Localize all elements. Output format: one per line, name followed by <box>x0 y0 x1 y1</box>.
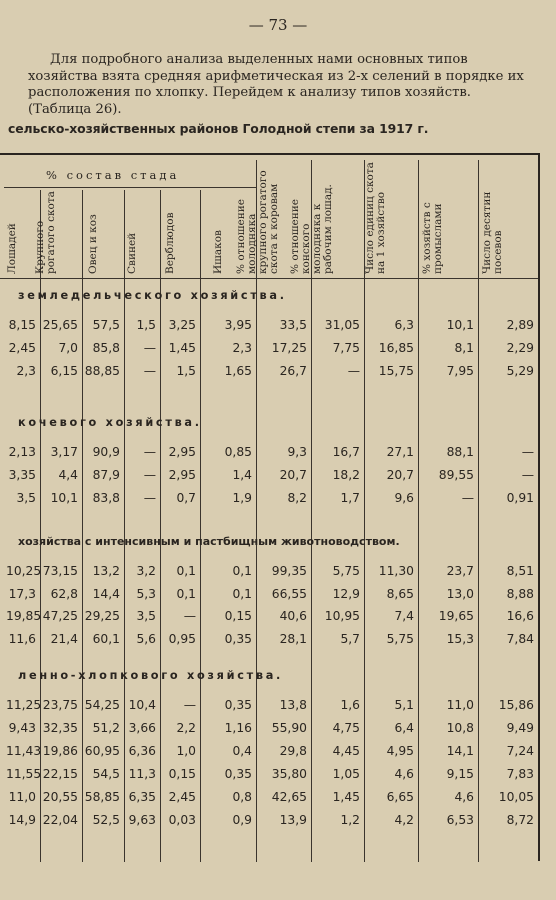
table-cell: 15,86 <box>498 698 534 712</box>
intro-paragraph <box>28 52 528 118</box>
table-cell: — <box>143 445 156 459</box>
table-cell: — <box>143 364 156 378</box>
table-cell: 89,55 <box>438 468 474 482</box>
table-cell: 9,43 <box>8 721 36 735</box>
table-cell: 1,05 <box>332 767 360 781</box>
table-cell: 10,4 <box>128 698 156 712</box>
header-bottom-rule <box>0 278 538 279</box>
table-cell: 35,80 <box>271 767 307 781</box>
table-cell: — <box>347 364 360 378</box>
table-cell: 10,1 <box>446 318 474 332</box>
table-cell: 7,83 <box>506 767 534 781</box>
table-cell: 6,36 <box>128 744 156 758</box>
column-header <box>161 190 191 274</box>
table-cell: 2,45 <box>168 790 196 804</box>
table-cell: 13,8 <box>279 698 307 712</box>
table-cell: 10,8 <box>446 721 474 735</box>
table-cell: 51,2 <box>92 721 120 735</box>
table-cell: 9,63 <box>128 813 156 827</box>
table-cell: 4,4 <box>58 468 78 482</box>
section-title: земледельческого хозяйства. <box>18 289 287 302</box>
table-cell: 5,75 <box>332 564 360 578</box>
table-cell: 2,89 <box>506 318 534 332</box>
table-cell: 10,05 <box>498 790 534 804</box>
table-cell: 15,75 <box>378 364 414 378</box>
table-cell: 25,65 <box>42 318 78 332</box>
group-header-rule <box>4 187 256 188</box>
table-cell: 14,4 <box>92 586 120 601</box>
table-cell: 16,6 <box>506 609 534 623</box>
table-cell: 8,65 <box>386 586 414 601</box>
column-header-text: Число десятин посевов <box>481 191 504 274</box>
table-title: сельско-хозяйственных районов Голодной степи за 1917 г. <box>8 121 429 136</box>
table-cell: 4,6 <box>454 790 474 804</box>
table-cell: 0,35 <box>224 631 252 646</box>
table-cell: 7,24 <box>506 744 534 758</box>
table-cell: 8,2 <box>287 491 307 505</box>
table-cell: 20,7 <box>386 468 414 482</box>
table-cell: 5,7 <box>340 631 360 646</box>
table-cell: 3,2 <box>136 564 156 578</box>
table-cell: 19,85 <box>6 609 42 623</box>
table-cell: 2,95 <box>168 445 196 459</box>
table-cell: 11,0 <box>446 698 474 712</box>
column-header-text: % хозяйств с промыслами <box>421 202 444 274</box>
table-cell: 7,75 <box>332 341 360 355</box>
table-cell: 22,15 <box>42 767 78 781</box>
column-header <box>34 190 72 274</box>
table-cell: 7,0 <box>58 341 78 355</box>
table-cell: 22,04 <box>42 813 78 827</box>
table-cell: 9,49 <box>506 721 534 735</box>
table-cell: 6,65 <box>386 790 414 804</box>
table-cell: 6,35 <box>128 790 156 804</box>
column-header-text: Верблюдов <box>164 212 176 274</box>
table-cell: 62,8 <box>50 586 78 601</box>
table-cell: — <box>143 468 156 482</box>
table-cell: 13,0 <box>446 586 474 601</box>
column-separator <box>478 160 479 862</box>
table-cell: 66,55 <box>271 586 307 601</box>
table-cell: 0,95 <box>168 631 196 646</box>
table-cell: 18,2 <box>332 468 360 482</box>
table-cell: 5,6 <box>136 631 156 646</box>
column-header-text: Число единиц скота на 1 хозяйство <box>364 162 387 274</box>
table-right-rule <box>538 153 540 861</box>
table-cell: 1,2 <box>340 813 360 827</box>
column-header-text: Свиней <box>126 232 138 274</box>
table-cell: 33,5 <box>279 318 307 332</box>
table-cell: — <box>143 491 156 505</box>
table-cell: 14,9 <box>8 813 36 827</box>
table-cell: 13,2 <box>92 564 120 578</box>
table-cell: 52,5 <box>92 813 120 827</box>
table-cell: 7,95 <box>446 364 474 378</box>
table-cell: 9,6 <box>394 491 414 505</box>
table-cell: 27,1 <box>386 445 414 459</box>
table-cell: 23,75 <box>42 698 78 712</box>
table-cell: 7,84 <box>506 631 534 646</box>
table-cell: 0,35 <box>224 698 252 712</box>
section-title: кочевого хозяйства. <box>18 416 202 429</box>
table-cell: 3,66 <box>128 721 156 735</box>
table-cell: 6,15 <box>50 364 78 378</box>
column-header <box>481 160 519 274</box>
table-cell: 8,88 <box>506 586 534 601</box>
table-cell: 60,95 <box>84 744 120 758</box>
table-cell: 3,17 <box>50 445 78 459</box>
table-cell: — <box>521 468 534 482</box>
table-cell: 3,35 <box>8 468 36 482</box>
table-cell: 0,1 <box>232 564 252 578</box>
table-cell: 29,25 <box>84 609 120 623</box>
table-cell: 0,85 <box>224 445 252 459</box>
table-cell: 4,2 <box>394 813 414 827</box>
table-cell: 1,5 <box>136 318 156 332</box>
table-cell: 20,7 <box>279 468 307 482</box>
table-cell: 1,45 <box>332 790 360 804</box>
table-cell: 10,1 <box>50 491 78 505</box>
table-cell: 85,8 <box>92 341 120 355</box>
table-cell: 2,3 <box>232 341 252 355</box>
table-cell: 4,45 <box>332 744 360 758</box>
table-cell: 11,25 <box>6 698 42 712</box>
table-cell: — <box>521 445 534 459</box>
table-cell: 31,05 <box>324 318 360 332</box>
table-cell: 1,16 <box>224 721 252 735</box>
table-cell: 88,85 <box>84 364 120 378</box>
column-header <box>288 160 349 274</box>
section-title: ленно-хлопкового хозяйства. <box>18 669 284 682</box>
table-cell: 40,6 <box>279 609 307 623</box>
table-cell: 1,5 <box>176 364 196 378</box>
table-cell: 3,5 <box>16 491 36 505</box>
table-cell: 4,6 <box>394 767 414 781</box>
table-cell: 0,7 <box>176 491 196 505</box>
column-header-text: Крупного рогатого скота <box>34 191 57 274</box>
table-cell: 2,13 <box>8 445 36 459</box>
table-cell: 8,15 <box>8 318 36 332</box>
table-cell: 5,29 <box>506 364 534 378</box>
table-cell: 0,1 <box>176 564 196 578</box>
table-cell: 0,8 <box>232 790 252 804</box>
table-cell: 11,6 <box>8 631 36 646</box>
table-cell: 2,3 <box>16 364 36 378</box>
table-cell: — <box>143 341 156 355</box>
table-cell: 6,4 <box>394 721 414 735</box>
table-cell: 12,9 <box>332 586 360 601</box>
table-cell: 11,3 <box>128 767 156 781</box>
table-cell: 19,86 <box>42 744 78 758</box>
table-cell: 58,85 <box>84 790 120 804</box>
column-header <box>123 190 153 274</box>
table-cell: 2,2 <box>176 721 196 735</box>
table-cell: 13,9 <box>279 813 307 827</box>
table-cell: 14,1 <box>446 744 474 758</box>
table-cell: 73,15 <box>42 564 78 578</box>
column-header-text: Лошадей <box>6 223 18 274</box>
table-cell: 88,1 <box>446 445 474 459</box>
table-cell: 17,3 <box>8 586 36 601</box>
table-cell: 9,3 <box>287 445 307 459</box>
table-top-rule <box>0 153 540 155</box>
table-cell: 1,9 <box>232 491 252 505</box>
table-cell: 1,7 <box>340 491 360 505</box>
table-cell: 47,25 <box>42 609 78 623</box>
table-cell: 0,1 <box>176 586 196 601</box>
page-number: — 73 — <box>248 16 308 34</box>
table-cell: 29,8 <box>279 744 307 758</box>
table-cell: — <box>183 609 196 623</box>
table-cell: 1,65 <box>224 364 252 378</box>
table-cell: 0,9 <box>232 813 252 827</box>
table-cell: 0,91 <box>506 491 534 505</box>
table-cell: 9,15 <box>446 767 474 781</box>
table-cell: 54,5 <box>92 767 120 781</box>
table-cell: 2,29 <box>506 341 534 355</box>
table-cell: 20,55 <box>42 790 78 804</box>
table-cell: 5,3 <box>136 586 156 601</box>
column-header-text: Овец и коз <box>87 214 99 274</box>
column-header <box>3 190 33 274</box>
table-cell: 4,95 <box>386 744 414 758</box>
table-cell: 23,7 <box>446 564 474 578</box>
table-cell: 15,3 <box>446 631 474 646</box>
table-cell: 0,15 <box>168 767 196 781</box>
table-cell: 99,35 <box>271 564 307 578</box>
table-cell: 0,15 <box>224 609 252 623</box>
table-cell: 10,25 <box>6 564 42 578</box>
group-header: % состав стада <box>46 168 180 182</box>
table-cell: 16,7 <box>332 445 360 459</box>
table-cell: 0,1 <box>232 586 252 601</box>
table-cell: 0,03 <box>168 813 196 827</box>
table-cell: 11,30 <box>378 564 414 578</box>
column-header <box>84 190 114 274</box>
column-header-text: % отношение молодняка крупного рогатого скота к коровам <box>234 170 280 274</box>
table-cell: 10,95 <box>324 609 360 623</box>
table-cell: 2,95 <box>168 468 196 482</box>
table-cell: 0,4 <box>232 744 252 758</box>
table-cell: 2,45 <box>8 341 36 355</box>
table-cell: 5,1 <box>394 698 414 712</box>
table-cell: 60,1 <box>92 631 120 646</box>
column-header <box>364 160 402 274</box>
table-cell: 16,85 <box>378 341 414 355</box>
table-cell: — <box>183 698 196 712</box>
table-cell: 1,45 <box>168 341 196 355</box>
table-cell: 11,0 <box>8 790 36 804</box>
table-cell: 21,4 <box>50 631 78 646</box>
table-cell: — <box>461 491 474 505</box>
table-cell: 32,35 <box>42 721 78 735</box>
column-separator <box>418 160 419 862</box>
table-cell: 6,3 <box>394 318 414 332</box>
table-cell: 7,4 <box>394 609 414 623</box>
table-cell: 8,1 <box>454 341 474 355</box>
table-cell: 3,5 <box>136 609 156 623</box>
table-cell: 1,6 <box>340 698 360 712</box>
column-header-text: Ишаков <box>212 230 224 274</box>
section-title: хозяйства с интенсивным и пастбищным животноводством. <box>18 535 400 548</box>
table-cell: 26,7 <box>279 364 307 378</box>
table-cell: 1,4 <box>232 468 252 482</box>
table-cell: 19,65 <box>438 609 474 623</box>
table-cell: 3,95 <box>224 318 252 332</box>
table-cell: 28,1 <box>279 631 307 646</box>
table-cell: 54,25 <box>84 698 120 712</box>
table-cell: 42,65 <box>271 790 307 804</box>
table-cell: 5,75 <box>386 631 414 646</box>
table-cell: 57,5 <box>92 318 120 332</box>
table-cell: 83,8 <box>92 491 120 505</box>
table-cell: 8,51 <box>506 564 534 578</box>
table-cell: 17,25 <box>271 341 307 355</box>
table-cell: 87,9 <box>92 468 120 482</box>
table-cell: 55,90 <box>271 721 307 735</box>
intro-text: Для подробного анализа выделенных нами основных типов хозяйства взята средняя арифметическая из 2-х селений в порядке их расположения по хлопку. Перейдем к анализу типов хозяйств. (Таблица 26). <box>28 52 524 117</box>
table-cell: 11,43 <box>6 744 42 758</box>
table-cell: 1,0 <box>176 744 196 758</box>
table-cell: 6,53 <box>446 813 474 827</box>
table-cell: 8,72 <box>506 813 534 827</box>
table-cell: 90,9 <box>92 445 120 459</box>
column-header-text: % отношение конского молодняка к рабочим лошад. <box>288 184 334 274</box>
table-cell: 3,25 <box>168 318 196 332</box>
table-cell: 4,75 <box>332 721 360 735</box>
table-cell: 11,55 <box>6 767 42 781</box>
column-header <box>421 160 459 274</box>
table-cell: 0,35 <box>224 767 252 781</box>
